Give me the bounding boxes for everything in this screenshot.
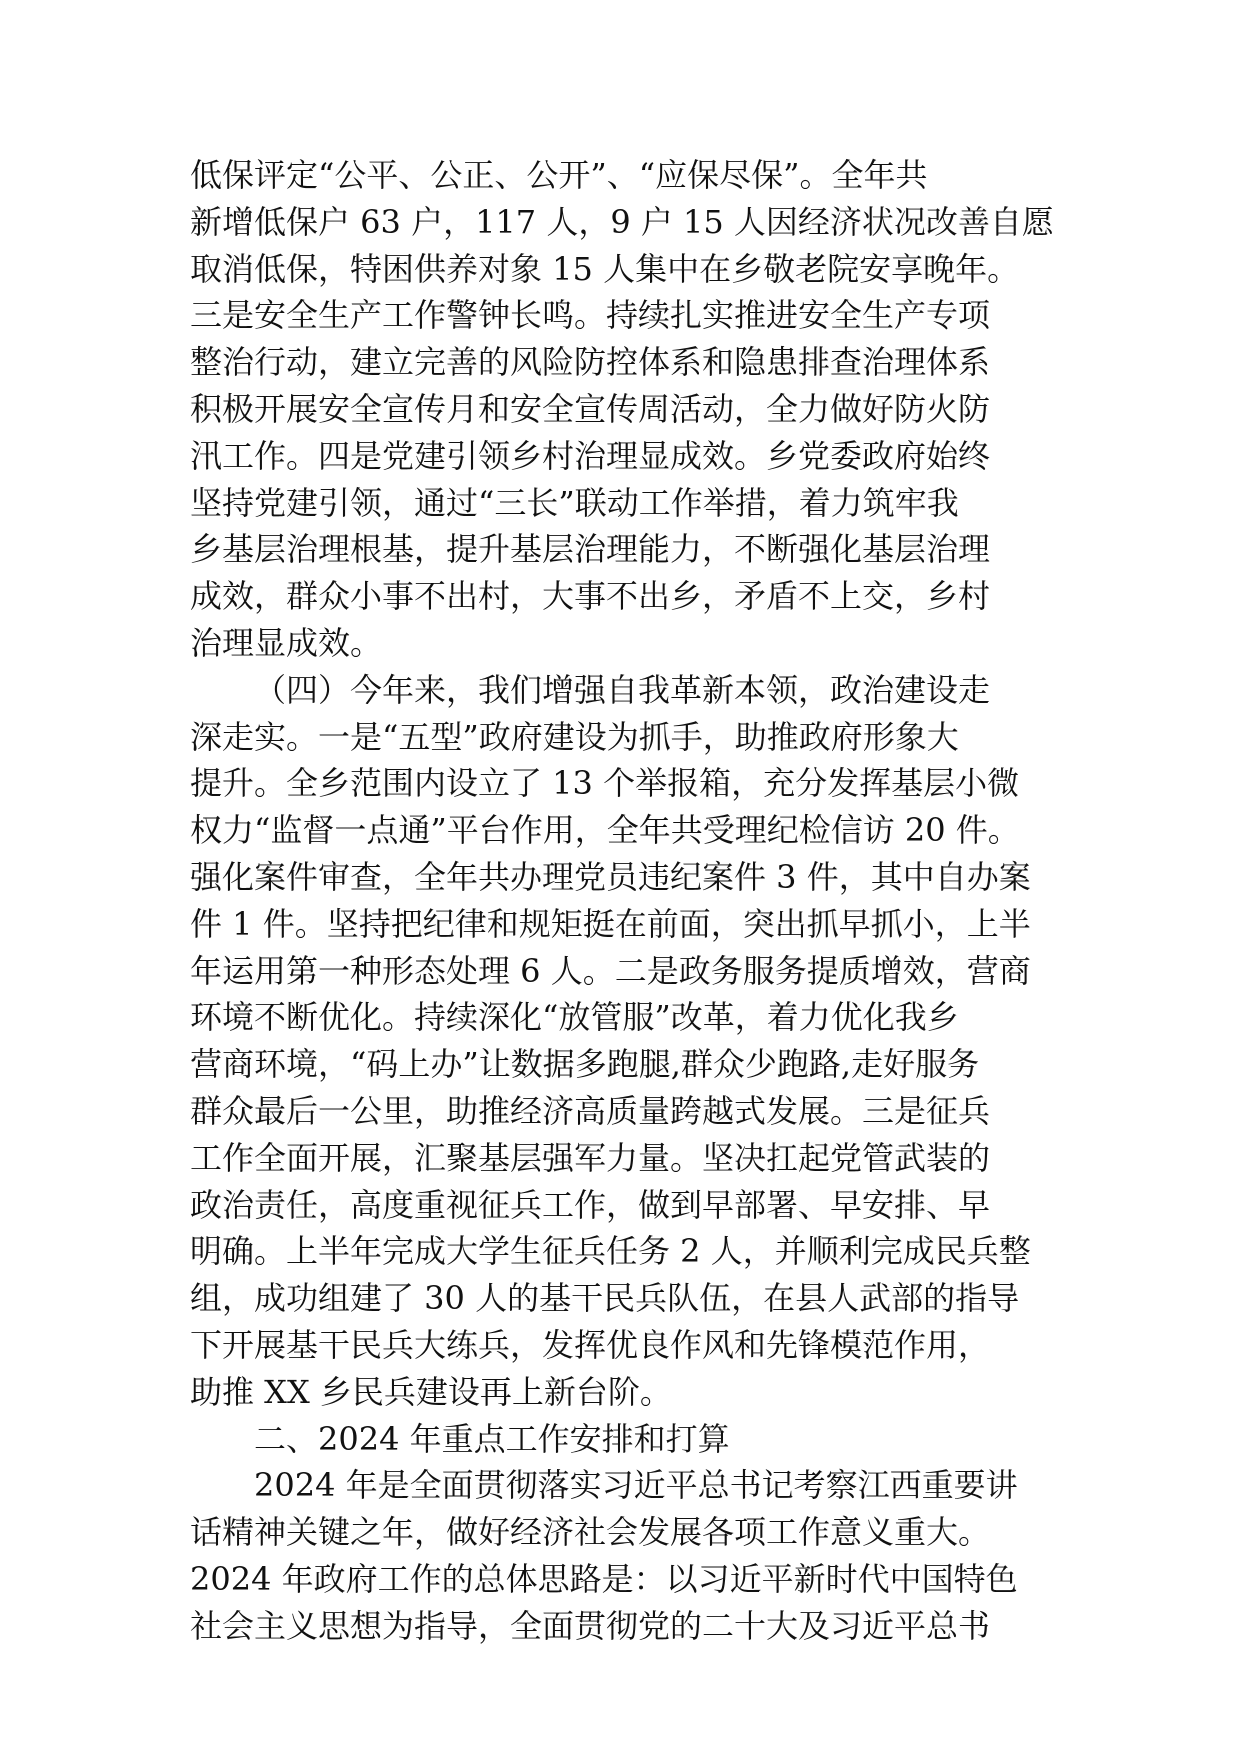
body-text bbox=[190, 152, 1070, 1650]
text-line: 环境不断优化。持续深化“放管服”改革，着力优化我乡 bbox=[190, 998, 959, 1037]
text-line: 2024 年是全面贯彻落实习近平总书记考察江西重要讲 bbox=[254, 1466, 1018, 1505]
text-line: 营商环境，“码上办”让数据多跑腿,群众少跑路,走好服务 bbox=[190, 1045, 980, 1084]
text-line: 明确。上半年完成大学生征兵任务 2 人，并顺利完成民兵整 bbox=[190, 1232, 1031, 1271]
text-line: 新增低保户 63 户，117 人，9 户 15 人因经济状况改善自愿 bbox=[190, 202, 1054, 241]
text-line: 工作全面开展，汇聚基层强军力量。坚决扛起党管武装的 bbox=[190, 1138, 991, 1177]
text-line: 2024 年政府工作的总体思路是：以习近平新时代中国特色 bbox=[190, 1559, 1018, 1598]
text-line: 社会主义思想为指导，全面贯彻党的二十大及习近平总书 bbox=[190, 1606, 991, 1645]
text-line: 深走实。一是“五型”政府建设为抓手，助推政府形象大 bbox=[190, 717, 959, 756]
text-line: 提升。全乡范围内设立了 13 个举报箱，充分发挥基层小微 bbox=[190, 764, 1020, 803]
text-line: 三是安全生产工作警钟长鸣。持续扎实推进安全生产专项 bbox=[190, 296, 991, 335]
text-line: 年运用第一种形态处理 6 人。二是政务服务提质增效，营商 bbox=[190, 951, 1031, 990]
text-line: 强化案件审查，全年共办理党员违纪案件 3 件，其中自办案 bbox=[190, 857, 1031, 896]
text-line: 低保评定“公平、公正、公开”、“应保尽保”。全年共 bbox=[190, 156, 928, 194]
text-line: 积极开展安全宣传月和安全宣传周活动，全力做好防火防 bbox=[190, 389, 991, 428]
text-line: 乡基层治理根基，提升基层治理能力，不断强化基层治理 bbox=[190, 530, 991, 569]
text-line: 群众最后一公里，助推经济高质量跨越式发展。三是征兵 bbox=[190, 1091, 991, 1130]
text-line: 下开展基干民兵大练兵，发挥优良作风和先锋模范作用， bbox=[190, 1325, 991, 1364]
text-line: 二、2024 年重点工作安排和打算 bbox=[254, 1419, 730, 1458]
text-line: 成效，群众小事不出村，大事不出乡，矛盾不上交，乡村 bbox=[190, 577, 991, 616]
text-line: 取消低保，特困供养对象 15 人集中在乡敬老院安享晚年。 bbox=[190, 249, 1020, 288]
text-line: 汛工作。四是党建引领乡村治理显成效。乡党委政府始终 bbox=[190, 436, 991, 475]
text-line: （四）今年来，我们增强自我革新本领，政治建设走 bbox=[254, 670, 991, 709]
text-line: 治理显成效。 bbox=[190, 623, 383, 662]
text-line: 助推 XX 乡民兵建设再上新台阶。 bbox=[190, 1372, 672, 1411]
text-line: 件 1 件。坚持把纪律和规矩挺在前面，突出抓早抓小，上半 bbox=[190, 904, 1031, 943]
text-line: 权力“监督一点通”平台作用，全年共受理纪检信访 20 件。 bbox=[190, 811, 1020, 850]
text-line: 话精神关键之年，做好经济社会发展各项工作意义重大。 bbox=[190, 1513, 991, 1552]
text-line: 政治责任，高度重视征兵工作，做到早部署、早安排、早 bbox=[190, 1185, 991, 1224]
text-line: 整治行动，建立完善的风险防控体系和隐患排查治理体系 bbox=[190, 343, 991, 382]
text-line: 坚持党建引领，通过“三长”联动工作举措，着力筑牢我 bbox=[190, 483, 959, 522]
text-line: 组，成功组建了 30 人的基干民兵队伍，在县人武部的指导 bbox=[190, 1279, 1020, 1318]
